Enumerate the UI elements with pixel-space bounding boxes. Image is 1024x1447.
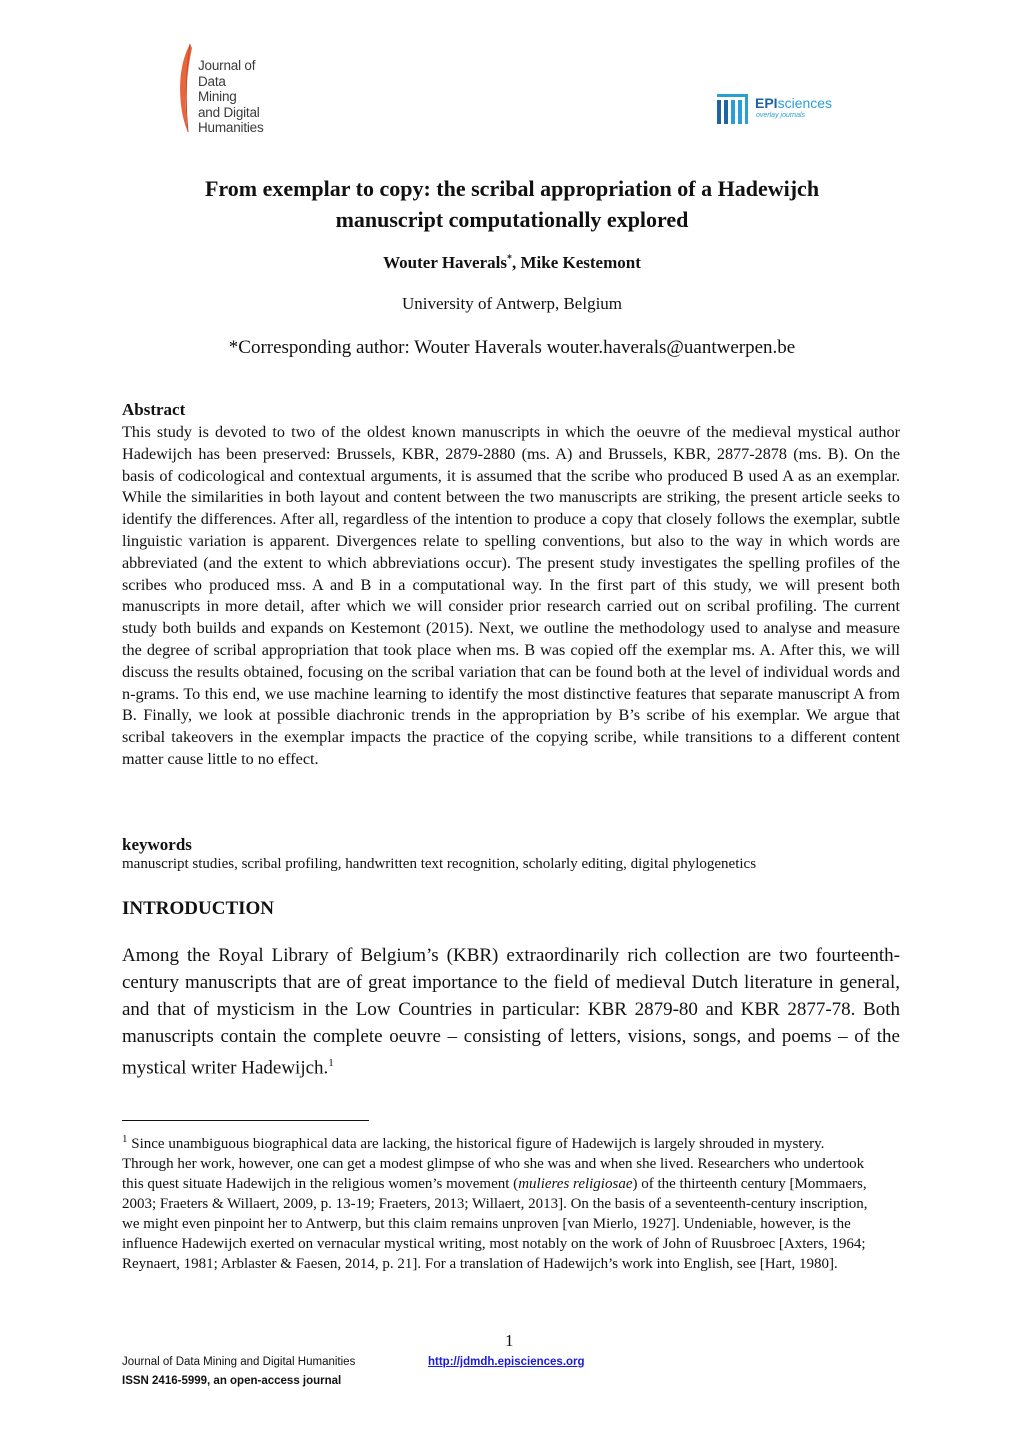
footnote: $^1$ Since unambiguous biographical data are lacking, the historical figure of Hadewijch is largely shrouded in mystery. Through her work, however, one can get a modest glimpse of who she was and when she lived. Researchers who undertook this quest situate Hadewijch in the religious women’s movement (mulieres religiosae) of the thirteenth century [Mommaers, 2003; Fraeters & Willaert, 2009, p. 13-19; Fraeters, 2013; Willaert, 2013]. On the basis of a seventeenth-century inscription, we might even pinpoint her to Antwerp, but this claim remains unproven [van Mierlo, 1927]. Undeniable, however, is the influence Hadewijch exerted on vernacular mystical writing, most notably on the work of John of Ruusbroec [Axters, 1964; Reynaert, 1981; Arblaster & Faesen, 2014, p. 21]. For a translation of Hadewijch’s work into English, see [Hart, 1980]. — [122, 1133, 868, 1272]
abstract-text: This study is devoted to two of the oldest known manuscripts in which the oeuvre of the medieval mystical author Hadewijch has been preserved: Brussels, KBR, 2879-2880 (ms. A) and Brussels, KBR, 2877-2878 (ms. B). On the basis of codicological and contextual arguments, it is assumed that the scribe who produced B used A as an exemplar. While the similarities in both layout and content between the two manuscripts are striking, the present article seeks to identify the differences. After all, regardless of the intention to produce a copy that closely follows the exemplar, subtle linguistic variation is apparent. Divergences relate to spelling conventions, but also to the way in which words are abbreviated (and the extent to which abbreviations occur). The present study investigates the spelling profiles of the scribes who produced mss. A and B in a computational way. In the first part of this study, we will present both manuscripts in more detail, after which we will consider prior research carried out on scribal profiling. The current study both builds and expands on Kestemont (2015). Next, we outline the methodology used to analyse and measure the degree of scribal appropriation that took place when ms. B was copied off the exemplar ms. A. After this, we will discuss the results obtained, focusing on the scribal variation that can be found both at the level of individual words and n-grams. To this end, we use machine learning to identify the most distinctive features that separate manuscript A from B. Finally, we look at possible diachronic trends in the appropriation by B’s scribe of his exemplar. We argue that scribal takeovers in the exemplar impacts the practice of the copying scribe, while transitions to a different content matter cause little to no effect. — [122, 423, 900, 768]
footer-link[interactable]: http://jdmdh.episciences.org — [428, 1356, 585, 1368]
epi-bars-icon — [716, 92, 750, 126]
journal-logo — [176, 42, 266, 134]
introduction-heading: INTRODUCTION — [122, 898, 275, 919]
affiliation: University of Antwerp, Belgium — [401, 294, 623, 313]
footnote-separator — [122, 1120, 369, 1121]
paper-title-line: From exemplar to copy: the scribal appropriation of a Hadewijch — [204, 176, 820, 201]
corresponding-author: *Corresponding author: Wouter Haverals wouter.haverals@uantwerpen.be — [228, 337, 796, 358]
footer-journal: Journal of Data Mining and Digital Humanities — [122, 1356, 356, 1368]
journal-logo-line: Data Mining — [198, 73, 237, 105]
footnote-ref[interactable]: 1 — [328, 1057, 334, 1069]
authors: Wouter Haverals*, Mike Kestemont — [383, 253, 641, 272]
epi-tagline: overlay journals — [756, 112, 806, 119]
epi-brand: EPIsciences — [755, 95, 833, 111]
introduction-text: Among the Royal Library of Belgium’s (KBR) extraordinarily rich collection are two fourteenth-century manuscripts that are of great importance to the field of medieval Dutch literature in general, and that of mysticism in the Low Countries in particular: KBR 2879-80 and KBR 2877-78. Both manuscripts contain the complete oeuvre – consisting of letters, visions, songs, and poems – of the mystical writer Hadewijch.$^1$ — [122, 945, 900, 1079]
journal-logo-line: Journal of — [198, 58, 256, 73]
paper-title-line: manuscript computationally explored — [335, 207, 689, 232]
paper-title — [120, 173, 904, 235]
episciences-logo — [716, 92, 856, 128]
keywords-heading: keywords — [122, 835, 192, 854]
journal-logo-line: and Digital — [198, 104, 260, 120]
abstract-heading: Abstract — [122, 400, 186, 419]
footer-issn: ISSN 2416-5999, an open-access journal — [122, 1375, 342, 1387]
journal-logo-line: Humanities — [198, 120, 264, 136]
page-number: 1 — [505, 1331, 514, 1350]
keywords-text: manuscript studies, scribal profiling, handwritten text recognition, scholarly editing, digital phylogenetics — [122, 856, 757, 872]
feather-icon — [176, 42, 196, 134]
journal-logo-text — [198, 58, 266, 136]
